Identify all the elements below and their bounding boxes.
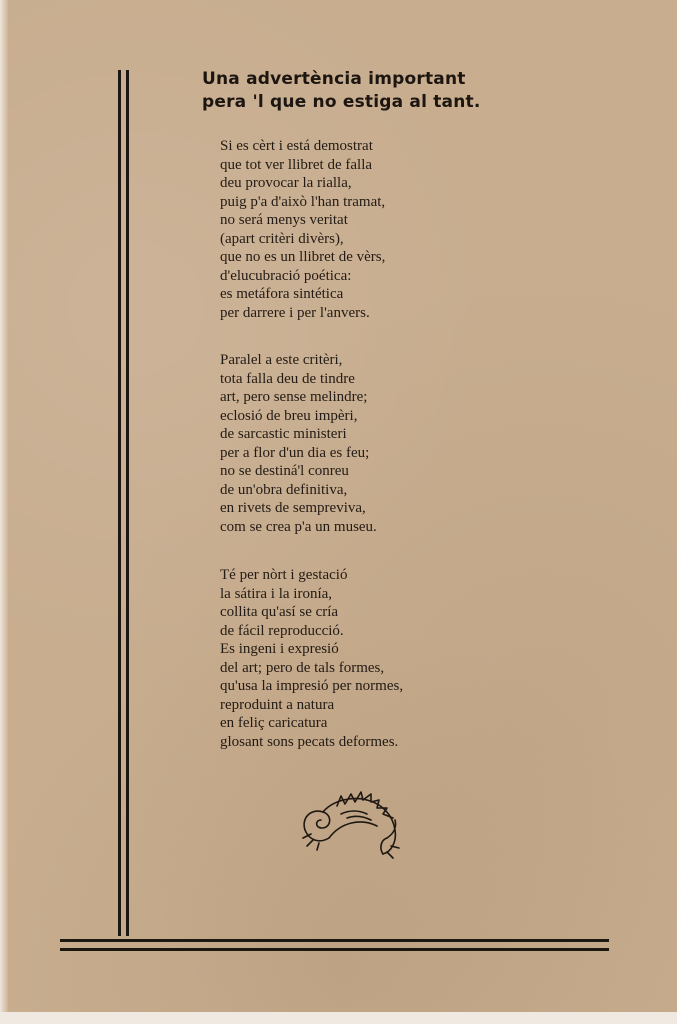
verse-line: puig p'a d'això l'han tramat,: [220, 193, 386, 210]
horizontal-rule-top: [60, 939, 609, 942]
horizontal-rule-bottom: [60, 948, 609, 951]
verse-line: en rivets de sempreviva,: [220, 500, 366, 516]
page-bottom-edge: [0, 1012, 677, 1024]
verse-line: Es ingeni i expresió: [220, 641, 339, 657]
verse-line: com se crea p'a un museu.: [220, 518, 377, 535]
verse-line: d'elucubració poética:: [220, 267, 352, 284]
acanthus-ornament-icon: [297, 788, 405, 860]
verse-line: no será menys veritat: [220, 212, 348, 228]
stanza-2: [220, 351, 377, 536]
verse-line: per darrere i per l'anvers.: [220, 304, 370, 321]
poem-title-line-1: Una advertència important: [202, 69, 466, 89]
verse-line: tota falla deu de tindre: [220, 370, 355, 387]
verse-line: qu'usa la impresió per normes,: [220, 678, 404, 694]
verse-line: de sarcastic ministeri: [220, 426, 347, 442]
verse-line: per a flor d'un dia es feu;: [220, 444, 370, 461]
verse-line: la sátira i la ironía,: [220, 585, 333, 602]
page-spine-edge: [0, 0, 8, 1024]
verse-line: eclosió de breu impèri,: [220, 407, 358, 424]
verse-line: es metáfora sintética: [220, 286, 344, 302]
vertical-rule-right: [126, 70, 129, 936]
verse-line: glosant sons pecats deformes.: [220, 733, 399, 750]
verse-line: deu provocar la rialla,: [220, 175, 352, 191]
poem-title: [202, 68, 481, 114]
verse-line: que no es un llibret de vèrs,: [220, 249, 386, 265]
verse-line: de un'obra definitiva,: [220, 481, 348, 498]
verse-line: no se destiná'l conreu: [220, 463, 349, 479]
verse-line: que tot ver llibret de falla: [220, 156, 373, 173]
verse-line: (apart critèri divèrs),: [220, 230, 344, 247]
verse-line: Si es cèrt i está demostrat: [220, 138, 373, 154]
verse-line: collita qu'así se cría: [220, 604, 339, 620]
vertical-rule-left: [118, 70, 121, 936]
verse-line: en feliç caricatura: [220, 715, 328, 731]
stanza-3: [220, 566, 403, 751]
verse-line: Paralel a este critèri,: [220, 352, 343, 368]
poem-title-line-2: pera 'l que no estiga al tant.: [202, 92, 481, 112]
verse-line: reproduint a natura: [220, 696, 335, 713]
verse-line: de fácil reproducció.: [220, 622, 344, 639]
verse-line: art, pero sense melindre;: [220, 389, 368, 405]
stanza-1: [220, 137, 385, 322]
verse-line: del art; pero de tals formes,: [220, 659, 385, 676]
verse-line: Té per nòrt i gestació: [220, 567, 348, 583]
